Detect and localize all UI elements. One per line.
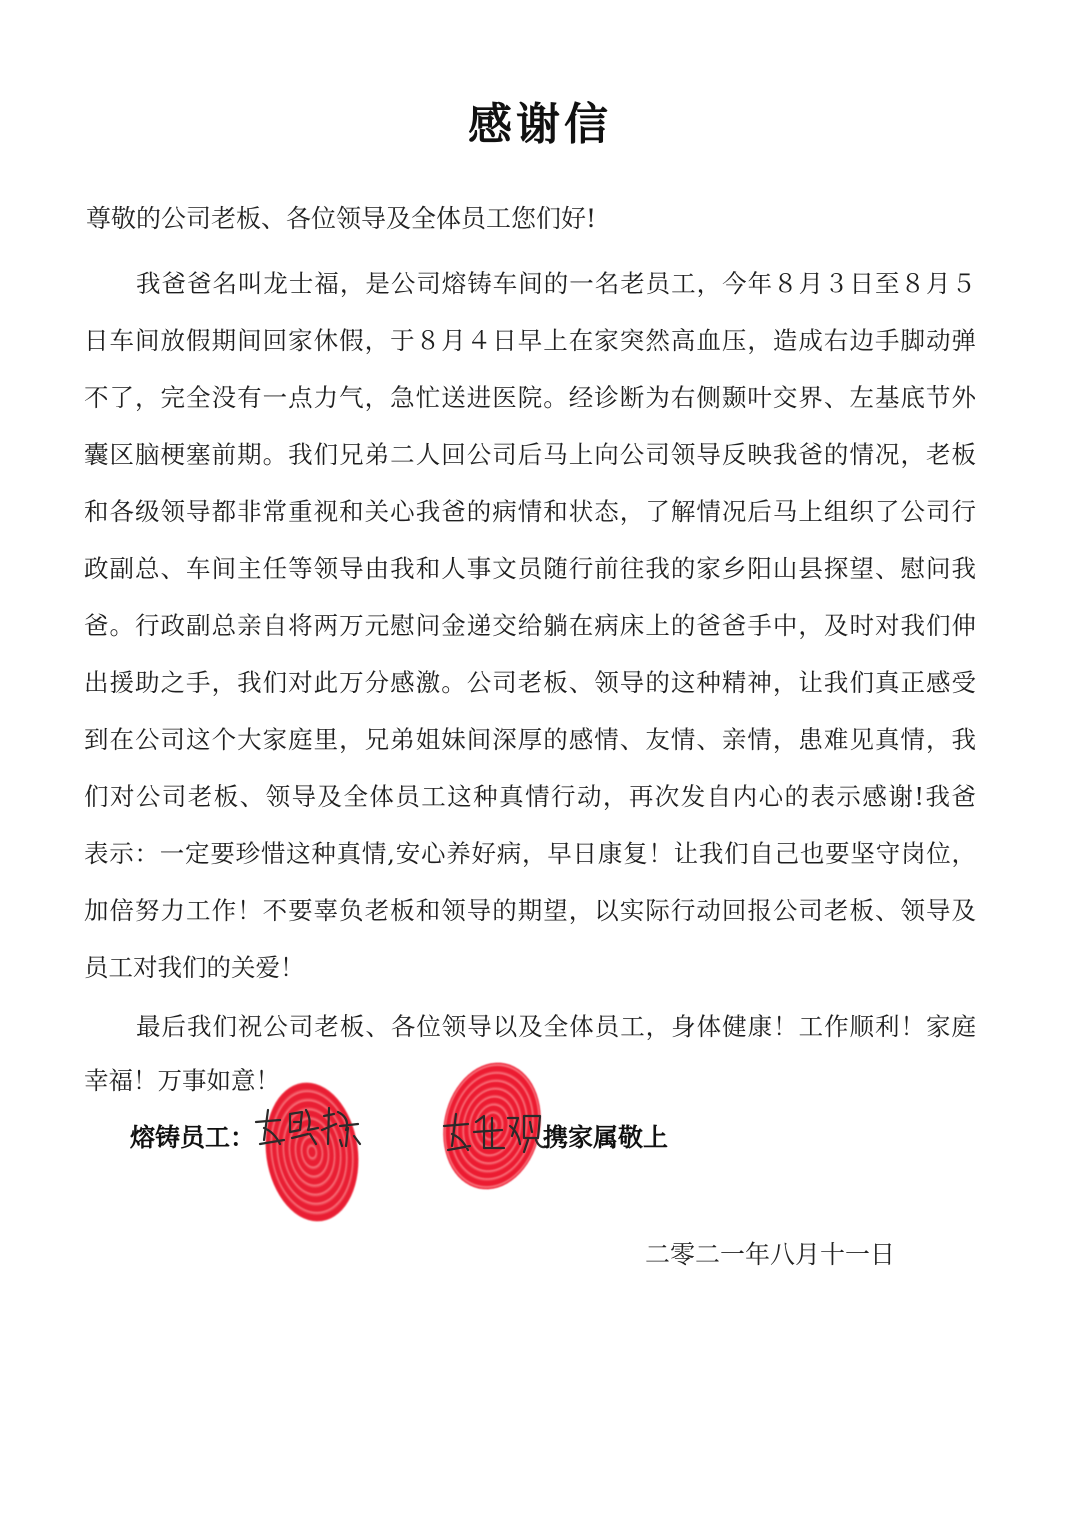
- paragraph-1-line: 员工对我们的关爱！: [84, 953, 305, 982]
- paragraph-1-line: 到在公司这个大家庭里，兄弟姐妹间深厚的感情、友情、亲情，患难见真情，我: [84, 725, 976, 754]
- fingerprint-stamp: [257, 1076, 368, 1227]
- paragraph-1-line: 囊区脑梗塞前期。我们兄弟二人回公司后马上向公司领导反映我爸的情况，老板: [84, 440, 976, 469]
- paragraph-1-line: 爸。行政副总亲自将两万元慰问金递交给躺在病床上的爸爸手中，及时对我们伸: [84, 611, 976, 640]
- paragraph-1-line: 日车间放假期间回家休假，于８月４日早上在家突然高血压，造成右边手脚动弹: [84, 326, 976, 355]
- handwritten-signature-2: [440, 1108, 550, 1154]
- paragraph-1-line: 政副总、车间主任等领导由我和人事文员随行前往我的家乡阳山县探望、慰问我: [84, 554, 976, 583]
- paragraph-1-line: 表示：一定要珍惜这种真情,安心养好病，早日康复！让我们自己也要坚守岗位，: [84, 839, 976, 868]
- signature-suffix: 携家属敬上: [543, 1123, 669, 1152]
- paragraph-1-line: 出援助之手，我们对此万分感激。公司老板、领导的这种精神，让我们真正感受: [84, 668, 976, 697]
- handwritten-signature-1: [250, 1100, 370, 1150]
- letter-title: 感谢信: [468, 99, 612, 150]
- paragraph-2-line: 最后我们祝公司老板、各位领导以及全体员工，身体健康！工作顺利！家庭: [136, 1012, 976, 1041]
- salutation: 尊敬的公司老板、各位领导及全体员工您们好!: [86, 204, 597, 233]
- paragraph-1-line: 不了，完全没有一点力气，急忙送进医院。经诊断为右侧颞叶交界、左基底节外: [84, 383, 976, 412]
- letter-date: 二零二一年八月十一日: [645, 1240, 896, 1269]
- paragraph-1-line: 加倍努力工作！不要辜负老板和领导的期望，以实际行动回报公司老板、领导及: [84, 896, 976, 925]
- paragraph-1-line: 和各级领导都非常重视和关心我爸的病情和状态，了解情况后马上组织了公司行: [84, 497, 976, 526]
- paragraph-1-line: 们对公司老板、领导及全体员工这种真情行动，再次发自内心的表示感谢!我爸: [84, 782, 976, 811]
- paragraph-1-line: 我爸爸名叫龙士福，是公司熔铸车间的一名老员工，今年８月３日至８月５: [136, 269, 976, 298]
- signature-label: 熔铸员工：: [130, 1123, 256, 1152]
- paragraph-2-line: 幸福！万事如意！: [84, 1066, 280, 1095]
